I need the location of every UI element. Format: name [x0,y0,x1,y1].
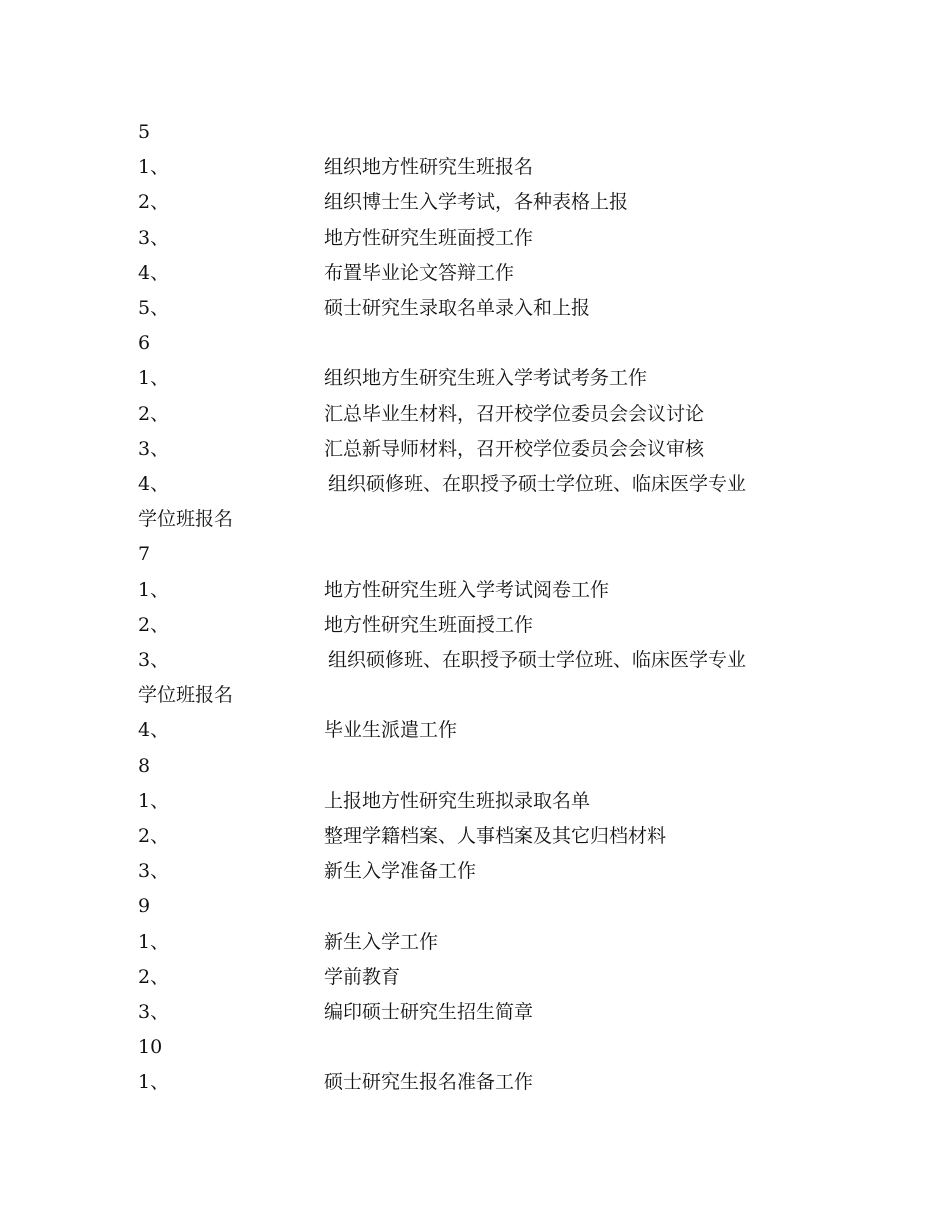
item-number: 1、 [138,578,170,601]
month-number: 6 [138,332,151,355]
item-text: 学位班报名 [138,508,234,531]
item-number: 3、 [138,1001,170,1023]
item-text: 学位班报名 [138,684,234,707]
item-text: 地方性研究生班面授工作 [324,226,534,249]
item-number: 2、 [138,191,170,214]
item-number: 3、 [138,860,170,883]
item-number: 1、 [138,789,170,812]
item-number: 1、 [138,1071,170,1094]
month-number: 9 [138,895,151,918]
item-text: 新生入学准备工作 [324,860,477,883]
item-number: 4、 [138,473,170,495]
item-number: 2、 [138,402,170,425]
month-number: 7 [138,543,151,566]
month-number: 8 [138,754,151,777]
item-text: 新生入学工作 [324,930,439,953]
month-number: 5 [138,121,151,143]
item-number: 1、 [138,156,170,179]
item-text: 硕士研究生录取名单录入和上报 [324,297,591,319]
item-number: 5、 [138,297,170,319]
item-number: 3、 [138,226,170,249]
item-number: 3、 [138,649,170,671]
month-number: 10 [138,1036,163,1059]
item-number: 4、 [138,719,170,742]
item-text: 地方性研究生班面授工作 [324,613,534,636]
item-text: 地方性研究生班入学考试阅卷工作 [324,578,610,601]
item-text: 组织硕修班、在职授予硕士学位班、临床医学专业 [328,473,747,495]
item-number: 1、 [138,367,170,390]
item-number: 1、 [138,930,170,953]
item-number: 2、 [138,965,170,988]
item-text: 汇总新导师材料，召开校学位委员会会议审核 [324,437,705,460]
item-text: 整理学籍档案、人事档案及其它归档材料 [324,825,667,847]
item-number: 2、 [138,825,170,847]
item-number: 2、 [138,613,170,636]
item-number: 3、 [138,437,170,460]
item-text: 学前教育 [324,965,401,988]
item-text: 组织硕修班、在职授予硕士学位班、临床医学专业 [328,649,747,671]
item-text: 硕士研究生报名准备工作 [324,1071,534,1094]
item-text: 组织地方生研究生班入学考试考务工作 [324,367,648,390]
item-number: 4、 [138,261,170,284]
item-text: 编印硕士研究生招生简章 [324,1001,534,1023]
item-text: 毕业生派遣工作 [324,719,458,742]
item-text: 汇总毕业生材料，召开校学位委员会会议讨论 [324,402,705,425]
item-text: 上报地方性研究生班拟录取名单 [324,789,591,812]
item-text: 组织地方性研究生班报名 [324,156,534,179]
item-text: 布置毕业论文答辩工作 [324,261,515,284]
item-text: 组织博士生入学考试，各种表格上报 [324,191,629,214]
